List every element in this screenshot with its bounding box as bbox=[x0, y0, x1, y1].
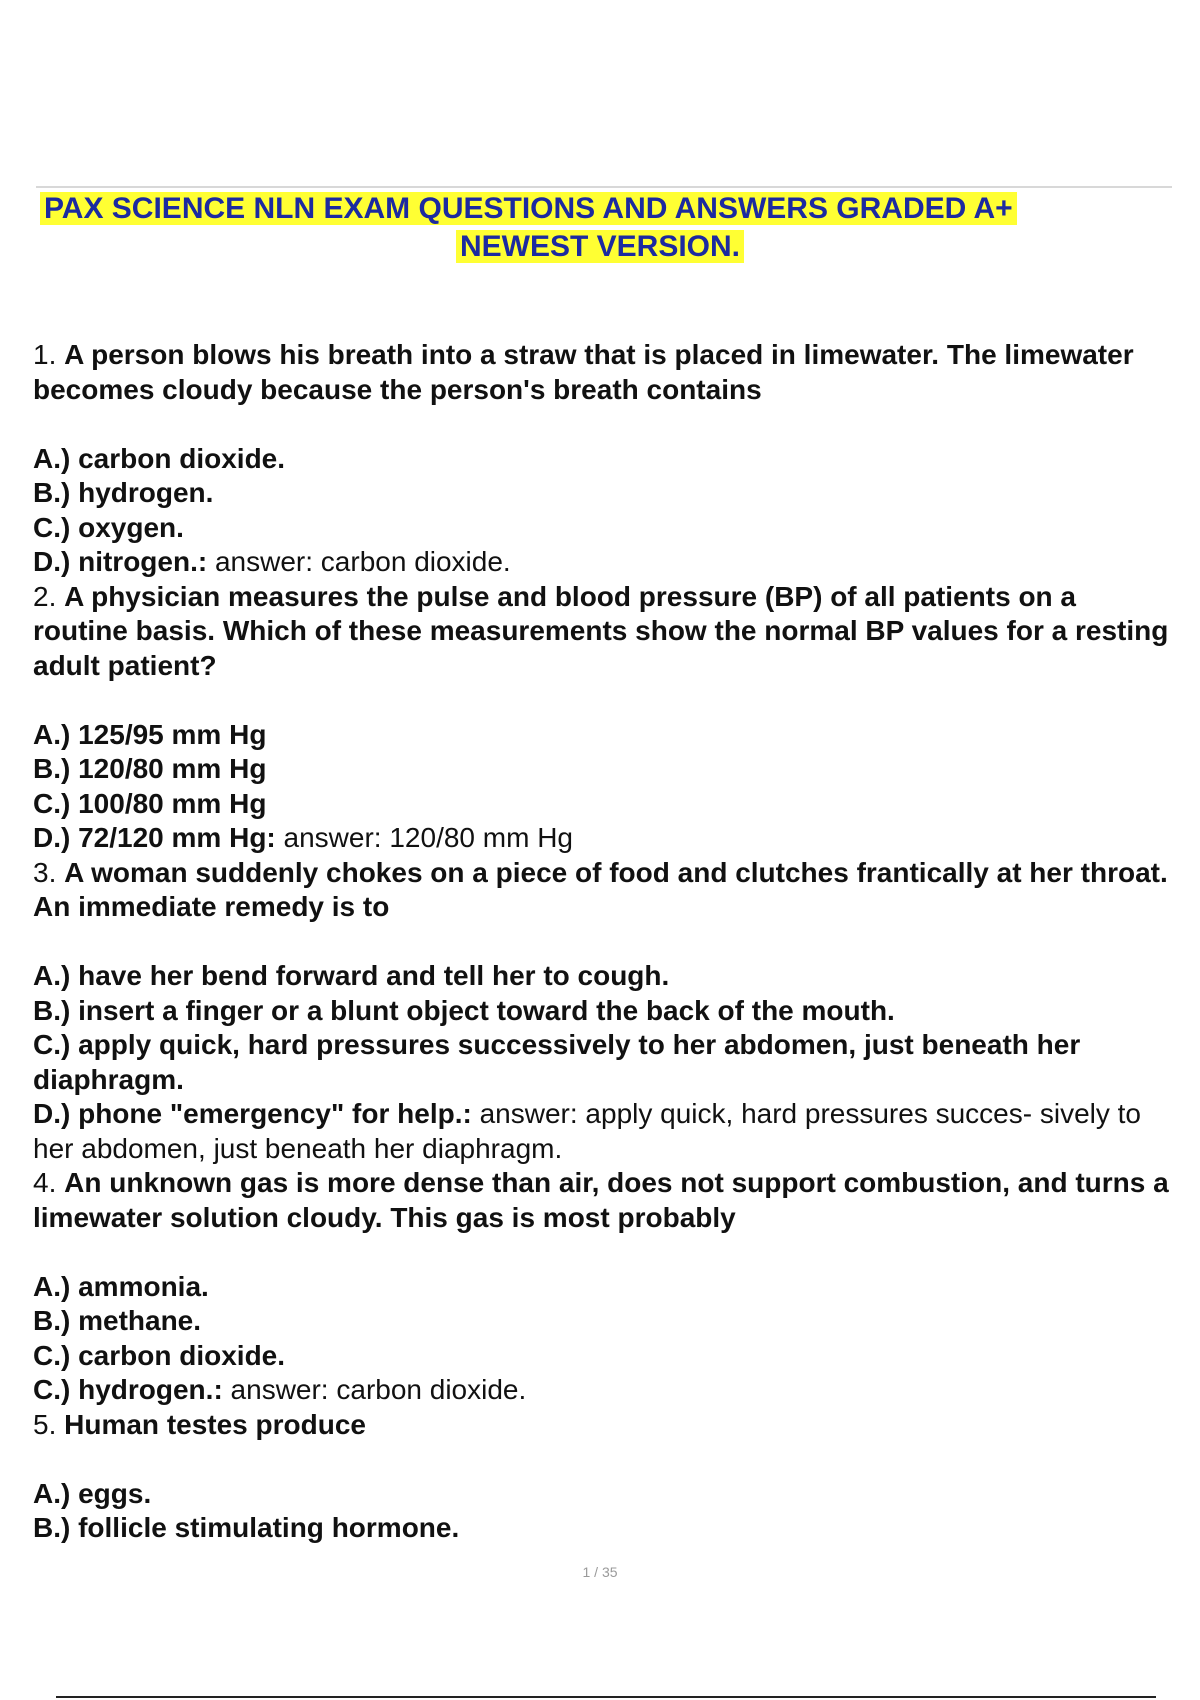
question-text: A physician measures the pulse and blood pressure (BP) of all patients on a routine basis. Which of these measurements show the normal BP values for a resting adult patient? bbox=[33, 580, 1169, 681]
question-4 bbox=[33, 1166, 1173, 1408]
question-number: 4. bbox=[33, 1167, 57, 1198]
question-text: Human testes produce bbox=[64, 1408, 366, 1440]
question-number: 5. bbox=[33, 1408, 57, 1440]
option-b: B.) 120/80 mm Hg bbox=[33, 753, 267, 784]
title-line-1: PAX SCIENCE NLN EXAM QUESTIONS AND ANSWERS GRADED A+ bbox=[0, 190, 1200, 228]
option-list bbox=[33, 959, 1173, 1166]
question-text: A person blows his breath into a straw that is placed in limewater. The limewater becomes cloudy because the person's breath contains bbox=[33, 339, 1134, 405]
question-text: An unknown gas is more dense than air, does not support combustion, and turns a limewater solution cloudy. This gas is most probably bbox=[33, 1167, 1169, 1233]
answer-text: answer: 120/80 mm Hg bbox=[275, 822, 573, 853]
option-list bbox=[33, 1270, 1173, 1408]
question-5 bbox=[33, 1408, 1173, 1546]
question-number: 1. bbox=[33, 339, 57, 370]
option-b: B.) hydrogen. bbox=[33, 477, 214, 508]
question-1 bbox=[33, 338, 1173, 580]
question-number: 2. bbox=[33, 580, 57, 612]
page-number: 1 / 35 bbox=[582, 1564, 618, 1580]
option-a: A.) have her bend forward and tell her to cough. bbox=[33, 960, 670, 991]
footer-rule bbox=[56, 1696, 1156, 1698]
answer-text: answer: carbon dioxide. bbox=[207, 546, 511, 577]
title-line-2: NEWEST VERSION. bbox=[0, 228, 1200, 266]
answer-text: answer: apply quick, hard pressures succes- sively to her abdomen, just beneath her diaphragm. bbox=[33, 1098, 1141, 1164]
option-d: D.) 72/120 mm Hg: answer: 120/80 mm Hg bbox=[33, 822, 573, 853]
option-c: C.) 100/80 mm Hg bbox=[33, 787, 267, 819]
document-title bbox=[0, 190, 1200, 266]
header-rule bbox=[36, 186, 1172, 188]
option-b: B.) methane. bbox=[33, 1305, 202, 1336]
option-b: B.) insert a finger or a blunt object toward the back of the mouth. bbox=[33, 994, 895, 1026]
option-a: A.) 125/95 mm Hg bbox=[33, 718, 267, 750]
option-c: C.) apply quick, hard pressures successively to her abdomen, just beneath her diaphragm. bbox=[33, 1029, 1081, 1095]
question-3 bbox=[33, 856, 1173, 1167]
option-d: C.) hydrogen.: answer: carbon dioxide. bbox=[33, 1374, 527, 1405]
question-text: A woman suddenly chokes on a piece of food and clutches frantically at her throat. An immediate remedy is to bbox=[33, 856, 1168, 922]
option-list bbox=[33, 1477, 1173, 1546]
question-2 bbox=[33, 580, 1173, 856]
option-b: B.) follicle stimulating hormone. bbox=[33, 1512, 460, 1543]
option-c: C.) carbon dioxide. bbox=[33, 1339, 286, 1371]
option-d: D.) nitrogen.: answer: carbon dioxide. bbox=[33, 546, 511, 577]
option-d: D.) phone "emergency" for help.: answer: apply quick, hard pressures succes- sively to her abdomen, just beneath her diaphragm. bbox=[33, 1098, 1141, 1164]
option-a: A.) carbon dioxide. bbox=[33, 442, 286, 474]
answer-text: answer: carbon dioxide. bbox=[222, 1374, 527, 1405]
option-a: A.) ammonia. bbox=[33, 1270, 209, 1302]
question-number: 3. bbox=[33, 856, 57, 888]
option-list bbox=[33, 442, 1173, 580]
option-list bbox=[33, 718, 1173, 856]
option-a: A.) eggs. bbox=[33, 1477, 152, 1509]
option-c: C.) oxygen. bbox=[33, 511, 184, 543]
question-list bbox=[33, 338, 1173, 1546]
